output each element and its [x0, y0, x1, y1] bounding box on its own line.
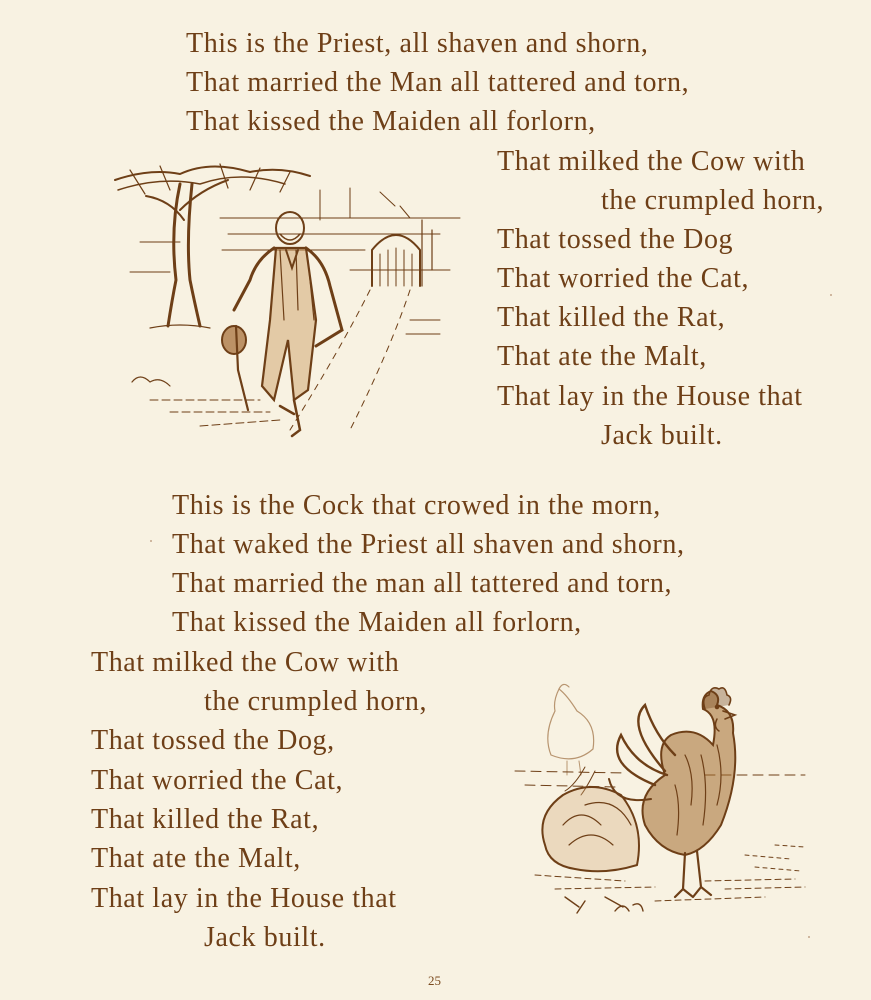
verse-one-line: That kissed the Maiden all forlorn,	[186, 106, 596, 137]
verse-two-line: That lay in the House that	[91, 883, 397, 914]
priest-illustration	[110, 150, 470, 450]
verse-two-line: That married the man all tattered and torn,	[172, 568, 673, 599]
verse-two-line: Jack built.	[204, 922, 326, 953]
paper-speck	[808, 936, 810, 938]
verse-two-line: That tossed the Dog,	[91, 725, 335, 756]
verse-two-line: That waked the Priest all shaven and shorn,	[172, 529, 685, 560]
verse-one-line: That lay in the House that	[497, 381, 803, 412]
verse-two-line: That killed the Rat,	[91, 804, 320, 835]
verse-two-line: the crumpled horn,	[204, 686, 428, 717]
verse-one-line: That worried the Cat,	[497, 263, 750, 294]
verse-two-line: That kissed the Maiden all forlorn,	[172, 607, 582, 638]
verse-one-line: That married the Man all tattered and torn,	[186, 67, 690, 98]
rooster-illustration	[505, 675, 810, 920]
verse-one-line: That ate the Malt,	[497, 341, 707, 372]
verse-one-line: Jack built.	[601, 420, 723, 451]
page-number: 25	[428, 973, 441, 988]
paper-speck	[830, 294, 832, 296]
verse-two-line: That milked the Cow with	[91, 647, 400, 678]
verse-one-line: the crumpled horn,	[601, 185, 825, 216]
verse-one-line: That tossed the Dog	[497, 224, 734, 255]
paper-speck	[150, 540, 152, 542]
verse-one-line: That killed the Rat,	[497, 302, 726, 333]
verse-one-line: That milked the Cow with	[497, 146, 806, 177]
verse-two-line: This is the Cock that crowed in the morn,	[172, 490, 661, 521]
verse-two-line: That worried the Cat,	[91, 765, 344, 796]
verse-two-line: That ate the Malt,	[91, 843, 301, 874]
verse-one-line: This is the Priest, all shaven and shorn,	[186, 28, 649, 59]
